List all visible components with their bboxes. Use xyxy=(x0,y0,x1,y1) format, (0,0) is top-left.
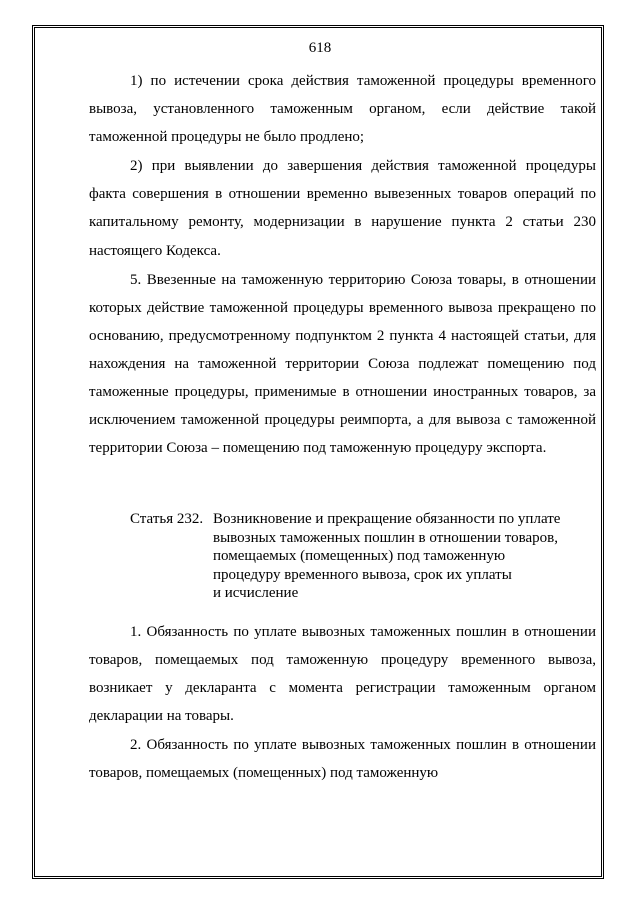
article-title-line: и исчисление xyxy=(213,585,299,602)
article-title-line: Возникновение и прекращение обязанности по уплате xyxy=(213,511,561,527)
paragraph-item-1: 1. Обязанность по уплате вывозных таможенных пошлин в отношении товаров, помещаемых под таможенную процедуру временного вывоза, возникает у декларанта с момента регистрации таможенным органом декларации на товары. xyxy=(89,624,596,725)
paragraph-subitem-1: 1) по истечении срока действия таможенной процедуры временного вывоза, установленного таможенным органом, если действие такой таможенной процедуры не было продлено; xyxy=(89,73,596,146)
article-title-line: вывозных таможенных пошлин в отношении товаров, xyxy=(213,529,558,546)
body-text-bottom xyxy=(89,618,596,788)
paragraph-item-5: 5. Ввезенные на таможенную территорию Союза товары, в отношении которых действие таможенной процедуры временного вывоза прекращено по основанию, предусмотренному подпунктом 2 пункта 4 настоящей статьи, для нахождения на таможенной территории Союза подлежат помещению под таможенные процедуры, применимые в отношении иностранных товаров, за исключением таможенной процедуры реимпорта, а для вывоза с таможенной территории Союза – помещению под таможенную процедуру экспорта. xyxy=(89,271,596,457)
paragraph-item-2: 2. Обязанность по уплате вывозных таможенных пошлин в отношении товаров, помещаемых (помещенных) под таможенную xyxy=(89,737,596,782)
body-text-top xyxy=(89,67,596,462)
paragraph-subitem-2: 2) при выявлении до завершения действия таможенной процедуры факта совершения в отношении временно вывезенных товаров операций по капитальному ремонту, модернизации в нарушение пункта 2 статьи 230 настоящего Кодекса. xyxy=(89,158,596,259)
page-number: 618 xyxy=(308,40,332,56)
article-title xyxy=(213,510,608,603)
article-title-line: процедуру временного вывоза, срок их уплаты xyxy=(213,566,512,583)
article-title-line: помещаемых (помещенных) под таможенную xyxy=(213,548,506,565)
article-number: Статья 232. xyxy=(130,511,204,527)
